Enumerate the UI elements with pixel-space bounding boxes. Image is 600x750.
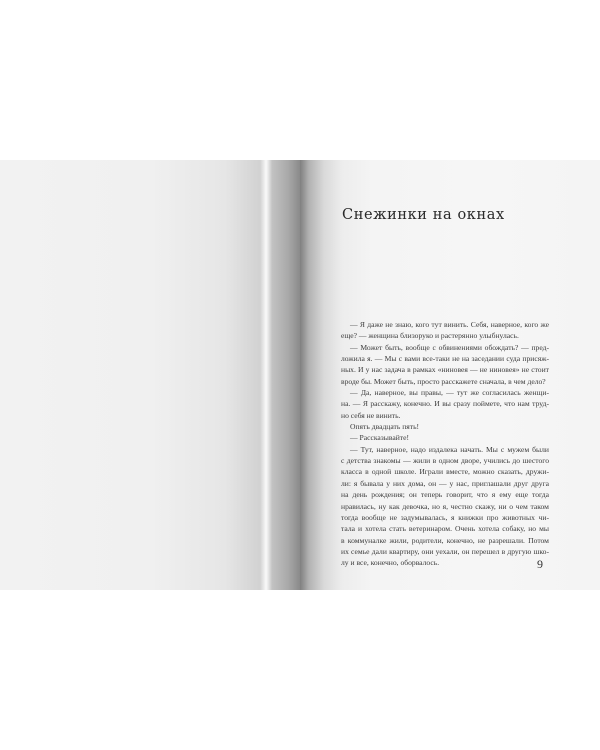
text-line: на день рождения; он теперь говорит, что я ему еще тогда — [341, 490, 549, 500]
text-line: на. — Я расскажу, конечно. И вы сразу поймете, что нам труд- — [341, 399, 549, 409]
text-line: ли: я бывала у них дома, он — у нас, приглашали друг друга — [341, 478, 549, 488]
text-line: — Рассказывайте! — [350, 433, 410, 443]
text-line: Опять двадцать пять! — [350, 422, 420, 432]
text-line: еще? — женщина близоруко и растерянно улыбнулась. — [341, 331, 519, 341]
text-line: их семье дали квартиру, они уехали, он перешел в другую шко- — [341, 546, 549, 556]
left-page — [0, 160, 300, 590]
text-line: лу и все, конечно, оборвалось. — [341, 558, 440, 568]
text-line: — Может быть, вообще с обвинениями обождать? — пред- — [350, 342, 549, 352]
text-line: — Да, наверное, вы правы, — тут же согласилась женщи- — [350, 388, 549, 398]
text-line: ложила я. — Мы с вами все-таки не на заседании суда присяж- — [341, 354, 549, 364]
text-line: ных. И у нас задача в рамках «ниновея — не ниновея» не стоит — [341, 365, 549, 375]
text-line: нравилась, ну как девочка, но я, честно скажу, ни о чем таком — [341, 501, 549, 511]
left-page-highlight — [260, 160, 272, 590]
text-line: в коммуналке жили, родители, конечно, не разрешали. Потом — [341, 535, 549, 545]
text-line: тогда вообще не задумывалась, я книжки про животных чи- — [341, 512, 549, 522]
text-line: — Тут, наверное, надо издалека начать. Мы с мужем были — [350, 444, 549, 454]
body-text — [341, 319, 549, 569]
text-line: класса в одной школе. Играли вместе, можно сказать, дружи- — [341, 467, 549, 477]
text-line: тала и хотела стать ветеринаром. Очень хотела собаку, но мы — [341, 524, 549, 534]
text-line: но себя не винить. — [341, 410, 401, 420]
chapter-title: Снежинки на окнах — [342, 207, 505, 223]
page-number: 9 — [537, 557, 543, 571]
text-line: вроде бы. Может быть, просто расскажете сначала, в чем дело? — [341, 376, 546, 386]
text-line: — Я даже не знаю, кого тут винить. Себя, наверное, кого же — [350, 320, 549, 329]
text-line: с детства знакомы — жили в одном дворе, учились до шестого — [341, 456, 549, 466]
